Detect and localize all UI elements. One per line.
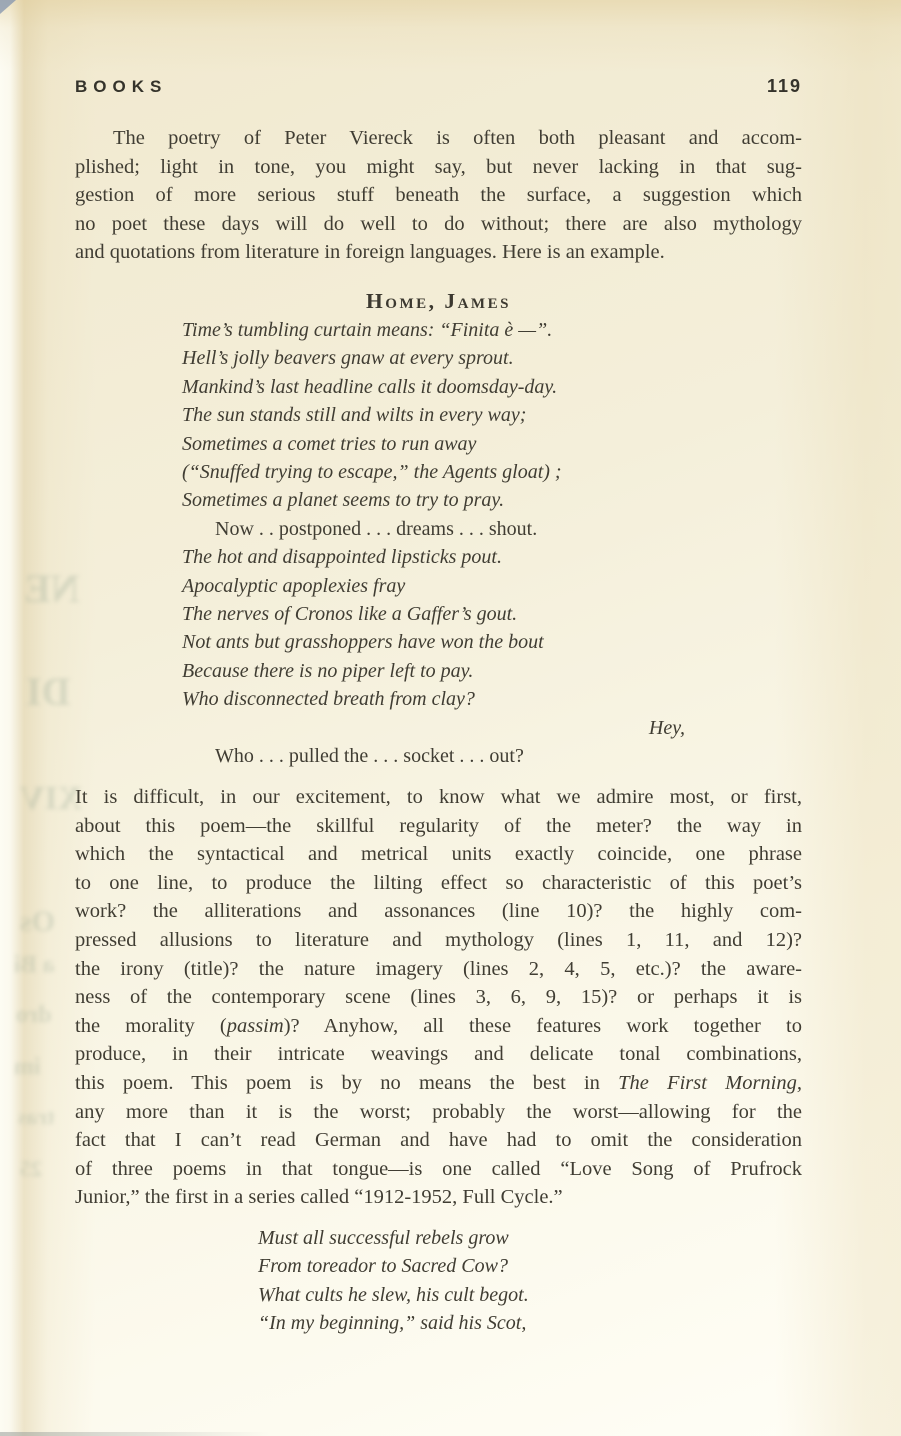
poem-line: Mankind’s last headline calls it doomsday-day. — [182, 375, 558, 398]
paragraph-line: The poetry of Peter Viereck is often both pleasant and accom- — [113, 127, 802, 149]
poem-line: Sometimes a comet tries to run away — [182, 432, 477, 455]
paragraph-line: pressed allusions to literature and mythology (lines 1, 11, and 12)? — [75, 928, 802, 951]
page-number: 119 — [766, 76, 802, 96]
paragraph-line: which the syntactical and metrical units exactly coincide, one phrase — [75, 843, 802, 866]
poem-line: Who . . . pulled the . . . socket . . . out? — [215, 745, 524, 768]
poem-title: Home, James — [366, 289, 511, 313]
intro-paragraph — [75, 124, 802, 267]
scan-bottom-edge-artifact — [0, 1432, 270, 1436]
poem-line: Sometimes a planet seems to try to pray. — [182, 489, 505, 512]
poem-line: Because there is no piper left to pay. — [182, 659, 474, 682]
poem-line: “In my beginning,” said his Scot, — [258, 1312, 527, 1335]
paragraph-line: plished; light in tone, you might say, but never lacking in that sug- — [75, 155, 802, 178]
poem-line: The hot and disappointed lipsticks pout. — [182, 546, 502, 569]
bleed-through-text: 25 — [20, 1156, 42, 1181]
poem-body — [182, 316, 802, 771]
scan-corner-artifact — [0, 0, 16, 14]
bleed-through-text: NE — [24, 566, 80, 611]
commentary-paragraph — [75, 783, 802, 1212]
bleed-through-text: a Bi — [14, 952, 55, 978]
paragraph-line: Junior,” the first in a series called “1912-1952, Full Cycle.” — [75, 1186, 563, 1209]
poem-excerpt — [258, 1224, 758, 1338]
poem-line: Hell’s jolly beavers gnaw at every sprout. — [182, 347, 514, 370]
paragraph-line: about this poem—the skillful regularity of the meter? the way in — [75, 814, 802, 837]
bleed-through-text: tras — [18, 1104, 55, 1129]
poem-line: Not ants but grasshoppers have won the bout — [182, 631, 544, 654]
bleed-through-text: XIV — [20, 780, 83, 817]
bleed-through-text: DI — [26, 669, 71, 714]
poem-line: (“Snuffed trying to escape,” the Agents gloat) ; — [182, 461, 562, 484]
poem-line: What cults he slew, his cult begot. — [258, 1283, 529, 1306]
poem-line: From toreador to Sacred Cow? — [258, 1255, 508, 1278]
paragraph-line: produce, in their intricate weavings and delicate tonal combinations, — [75, 1043, 802, 1066]
paragraph-line: the irony (title)? the nature imagery (lines 2, 4, 5, etc.)? the aware- — [75, 957, 802, 980]
poem-line: The sun stands still and wilts in every way; — [182, 404, 527, 427]
paragraph-line: work? the alliterations and assonances (line 10)? the highly com- — [75, 900, 802, 923]
poem-line: Hey, — [648, 716, 685, 739]
paragraph-line: to one line, to produce the lilting effect so characteristic of this poet’s — [75, 871, 802, 894]
poem-line: Apocalyptic apoplexies fray — [182, 574, 406, 597]
poem-line: The nerves of Cronos like a Gaffer’s gout. — [182, 603, 518, 626]
poem-home-james — [75, 286, 802, 771]
paragraph-line: ness of the contemporary scene (lines 3, 6, 9, 15)? or perhaps it is — [75, 986, 802, 1009]
paragraph-line: It is difficult, in our excitement, to know what we admire most, or first, — [75, 786, 802, 808]
poem-line: Now . . postponed . . . dreams . . . shout. — [215, 517, 538, 540]
bleed-through-text: dro — [16, 1002, 52, 1028]
running-head: BOOKS — [75, 77, 168, 96]
poem-line: Must all successful rebels grow — [258, 1227, 509, 1249]
paragraph-line: gestion of more serious stuff beneath the surface, a suggestion which — [75, 184, 802, 207]
bleed-through-text: Os — [20, 905, 56, 938]
page-header — [75, 76, 802, 97]
paragraph-line: this poem. This poem is by no means the best in The First Morning, — [75, 1071, 802, 1094]
bleed-through-text: im — [14, 1054, 41, 1080]
paragraph-line: and quotations from literature in foreign languages. Here is an example. — [75, 241, 665, 264]
paragraph-line: any more than it is the worst; probably the worst—allowing for the — [75, 1100, 802, 1123]
poem-line: Time’s tumbling curtain means: “Finita è —”. — [182, 319, 553, 341]
paragraph-line: of three poems in that tongue—is one called “Love Song of Prufrock — [75, 1157, 802, 1180]
paragraph-line: fact that I can’t read German and have had to omit the consideration — [75, 1129, 802, 1152]
paragraph-line: the morality (passim)? Anyhow, all these features work together to — [75, 1014, 802, 1037]
paragraph-line: no poet these days will do well to do without; there are also mythology — [75, 212, 802, 235]
poem-line: Who disconnected breath from clay? — [182, 688, 475, 711]
